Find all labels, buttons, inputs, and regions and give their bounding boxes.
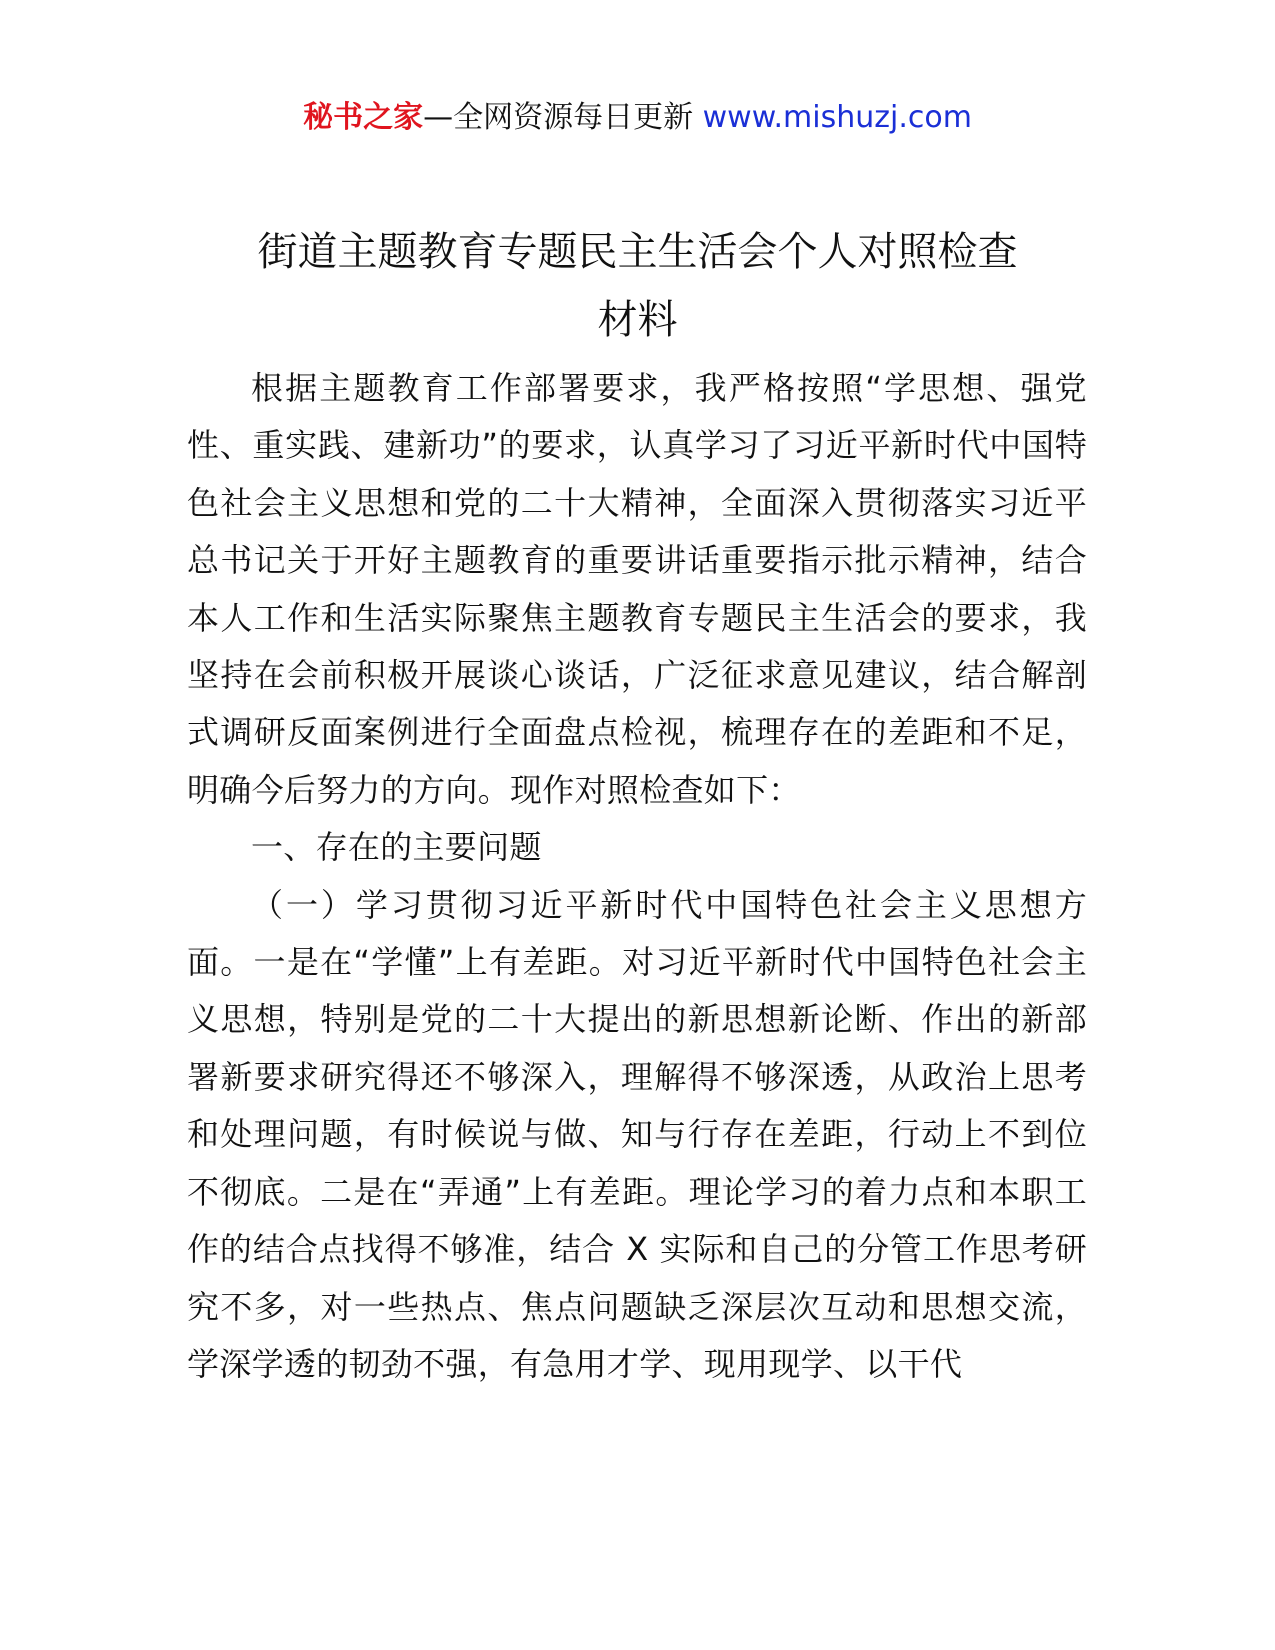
title-line-2: 材料	[597, 297, 678, 343]
website-link[interactable]: www.mishuzj.com	[702, 100, 972, 135]
document-body	[187, 360, 1087, 1393]
page-header	[0, 98, 1275, 138]
intro-paragraph: 根据主题教育工作部署要求，我严格按照“学思想、强党性、重实践、建新功”的要求，认真学习了习近平新时代中国特色社会主义思想和党的二十大精神，全面深入贯彻落实习近平总书记关于开好主题教育的重要讲话重要指示批示精神，结合本人工作和生活实际聚焦主题教育专题民主生活会的要求，我坚持在会前积极开展谈心谈话，广泛征求意见建议，结合解剖式调研反面案例进行全面盘点检视，梳理存在的差距和不足，明确今后努力的方向。现作对照检查如下：	[187, 369, 1087, 809]
document-title	[150, 218, 1125, 354]
subsection-paragraph: （一）学习贯彻习近平新时代中国特色社会主义思想方面。一是在“学懂”上有差距。对习近平新时代中国特色社会主义思想，特别是党的二十大提出的新思想新论断、作出的新部署新要求研究得还不够深入，理解得不够深透，从政治上思考和处理问题，有时候说与做、知与行存在差距，行动上不到位不彻底。二是在“弄通”上有差距。理论学习的着力点和本职工作的结合点找得不够准，结合 X 实际和自己的分管工作思考研究不多，对一些热点、焦点问题缺乏深层次互动和思想交流，学深学透的韧劲不强，有急用才学、现用现学、以干代	[187, 885, 1087, 1383]
header-tagline: —全网资源每日更新	[423, 100, 703, 135]
section-heading: 一、存在的主要问题	[251, 828, 542, 867]
title-line-1: 街道主题教育专题民主生活会个人对照检查	[257, 229, 1018, 275]
brand-name: 秘书之家	[303, 100, 424, 135]
